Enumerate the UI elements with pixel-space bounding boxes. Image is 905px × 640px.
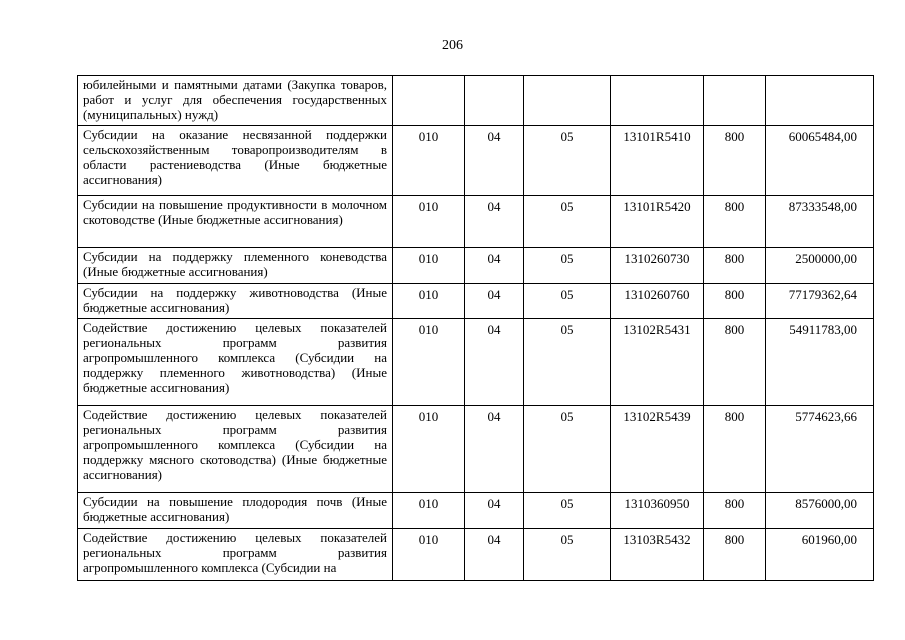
row-name-cell: Содействие достижению целевых показателей региональных программ развития агропромышленного комплекса (Субсидии на поддержку мясного скотоводства) (Иные бюджетные ассигнования)	[78, 406, 393, 493]
expense-type-cell: 800	[704, 406, 766, 493]
subsection-code-cell: 05	[524, 319, 611, 406]
section-code-cell	[465, 76, 524, 126]
target-article-cell: 1310260760	[611, 284, 704, 319]
ministry-code-cell: 010	[393, 493, 465, 529]
table-row	[78, 248, 874, 284]
target-article-cell: 13101R5420	[611, 196, 704, 248]
target-article-cell	[611, 76, 704, 126]
row-name-cell: Субсидии на поддержку племенного коневодства (Иные бюджетные ассигнования)	[78, 248, 393, 284]
section-code-cell: 04	[465, 406, 524, 493]
section-code-cell: 04	[465, 126, 524, 196]
amount-cell: 54911783,00	[766, 319, 874, 406]
row-name-cell: Субсидии на поддержку животноводства (Иные бюджетные ассигнования)	[78, 284, 393, 319]
section-code-cell: 04	[465, 248, 524, 284]
row-name-cell: Субсидии на повышение плодородия почв (Иные бюджетные ассигнования)	[78, 493, 393, 529]
ministry-code-cell: 010	[393, 319, 465, 406]
expense-type-cell: 800	[704, 126, 766, 196]
ministry-code-cell: 010	[393, 284, 465, 319]
target-article-cell: 1310260730	[611, 248, 704, 284]
expense-type-cell: 800	[704, 493, 766, 529]
expense-type-cell: 800	[704, 196, 766, 248]
target-article-cell: 13102R5431	[611, 319, 704, 406]
row-name-cell: юбилейными и памятными датами (Закупка товаров, работ и услуг для обеспечения государственных (муниципальных) нужд)	[78, 76, 393, 126]
amount-cell: 87333548,00	[766, 196, 874, 248]
budget-table	[77, 75, 874, 581]
section-code-cell: 04	[465, 493, 524, 529]
amount-cell: 8576000,00	[766, 493, 874, 529]
section-code-cell: 04	[465, 284, 524, 319]
row-name-cell: Субсидии на оказание несвязанной поддержки сельскохозяйственным товаропроизводителям в области растениеводства (Иные бюджетные ассигнования)	[78, 126, 393, 196]
ministry-code-cell	[393, 76, 465, 126]
subsection-code-cell: 05	[524, 248, 611, 284]
expense-type-cell: 800	[704, 284, 766, 319]
target-article-cell: 13103R5432	[611, 529, 704, 581]
subsection-code-cell: 05	[524, 529, 611, 581]
expense-type-cell: 800	[704, 248, 766, 284]
table-row	[78, 493, 874, 529]
subsection-code-cell: 05	[524, 284, 611, 319]
ministry-code-cell: 010	[393, 126, 465, 196]
table-row	[78, 76, 874, 126]
target-article-cell: 1310360950	[611, 493, 704, 529]
ministry-code-cell: 010	[393, 529, 465, 581]
expense-type-cell	[704, 76, 766, 126]
ministry-code-cell: 010	[393, 248, 465, 284]
section-code-cell: 04	[465, 319, 524, 406]
table-row	[78, 319, 874, 406]
target-article-cell: 13101R5410	[611, 126, 704, 196]
subsection-code-cell: 05	[524, 406, 611, 493]
subsection-code-cell: 05	[524, 126, 611, 196]
amount-cell	[766, 76, 874, 126]
table-row	[78, 126, 874, 196]
section-code-cell: 04	[465, 196, 524, 248]
amount-cell: 5774623,66	[766, 406, 874, 493]
subsection-code-cell	[524, 76, 611, 126]
amount-cell: 601960,00	[766, 529, 874, 581]
page-number: 206	[442, 38, 463, 53]
expense-type-cell: 800	[704, 529, 766, 581]
row-name-cell: Субсидии на повышение продуктивности в молочном скотоводстве (Иные бюджетные ассигнования)	[78, 196, 393, 248]
row-name-cell: Содействие достижению целевых показателей региональных программ развития агропромышленного комплекса (Субсидии на поддержку племенного животноводства) (Иные бюджетные ассигнования)	[78, 319, 393, 406]
table-row	[78, 196, 874, 248]
table-row	[78, 529, 874, 581]
table-row	[78, 284, 874, 319]
table-row	[78, 406, 874, 493]
section-code-cell: 04	[465, 529, 524, 581]
target-article-cell: 13102R5439	[611, 406, 704, 493]
amount-cell: 77179362,64	[766, 284, 874, 319]
amount-cell: 2500000,00	[766, 248, 874, 284]
amount-cell: 60065484,00	[766, 126, 874, 196]
expense-type-cell: 800	[704, 319, 766, 406]
ministry-code-cell: 010	[393, 196, 465, 248]
subsection-code-cell: 05	[524, 196, 611, 248]
subsection-code-cell: 05	[524, 493, 611, 529]
ministry-code-cell: 010	[393, 406, 465, 493]
row-name-cell: Содействие достижению целевых показателей региональных программ развития агропромышленного комплекса (Субсидии на	[78, 529, 393, 581]
